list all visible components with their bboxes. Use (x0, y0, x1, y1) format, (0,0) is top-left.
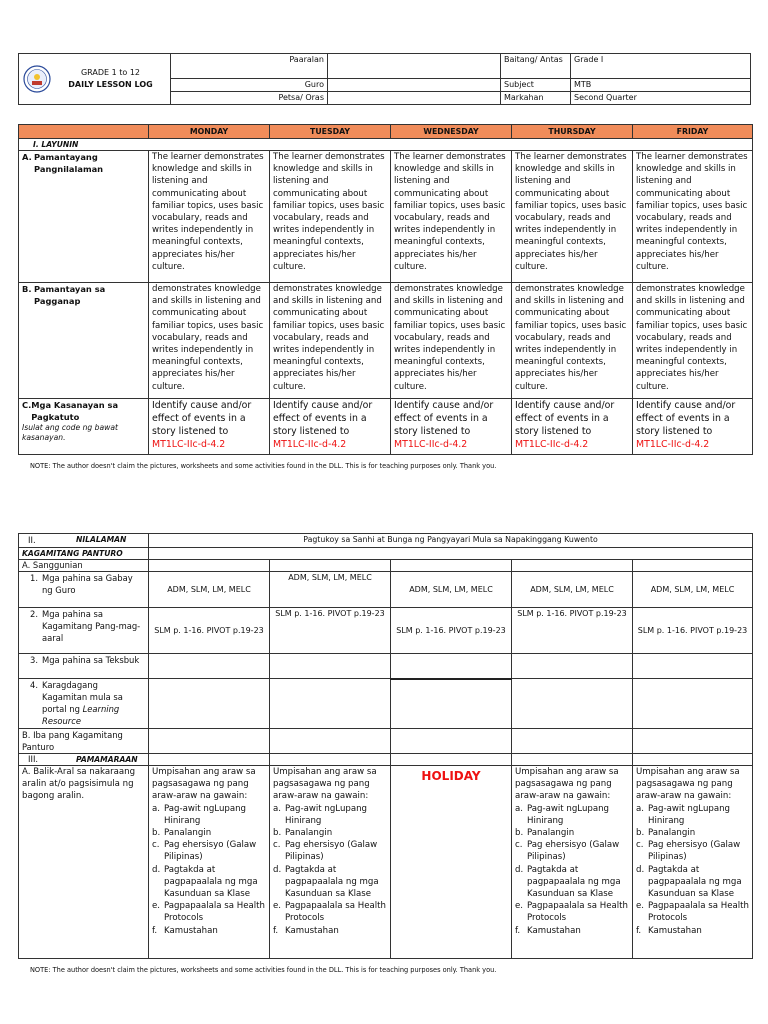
field-label-guro: Guro (171, 79, 328, 92)
row-label-karagdagang-kagamitan: 4. Karagdagang Kagamitan mula sa portal ng Learning Resource (19, 679, 149, 729)
table-row (19, 399, 753, 455)
field-label-subject: Subject (501, 79, 571, 92)
section-pamamaraan-label: III. PAMAMARAAN (19, 754, 149, 766)
cell-friday: Identify cause and/or effect of events in a story listened to MT1LC-IIc-d-4.2 (633, 399, 753, 455)
cell-thursday: Umpisahan ang araw sa pagsasagawa ng pang araw-araw na gawain: a. Pag-awit ngLupang Hinirang b. Panalangin c. Pag ehersisyo (Galaw Pilipinas) d. Pagtakda at pagpapaalala ng mga Kasunduan sa Klase e. Pagpapaalala sa Health Protocols f. Kamustahan (512, 766, 633, 959)
header-table (18, 53, 751, 105)
field-value-guro (328, 79, 501, 92)
field-value-subject: MTB (571, 79, 751, 92)
table-row (19, 654, 753, 679)
cell-wednesday: demonstrates knowledge and skills in listening and communicating about familiar topics, uses basic vocabulary, reads and writes independently in meaningful contexts, appreciates his/her culture. (391, 283, 512, 399)
competency-code: MT1LC-IIc-d-4.2 (636, 439, 710, 450)
table-row (19, 572, 753, 608)
table-row (19, 766, 753, 959)
cell-monday (149, 654, 270, 679)
disclaimer-note: NOTE: The author doesn't claim the pictures, worksheets and some activities found in the DLL. This is for teaching purposes only. Thank you. (30, 462, 497, 470)
cell-thursday: Identify cause and/or effect of events in a story listened to MT1LC-IIc-d-4.2 (512, 399, 633, 455)
field-value-baitang: Grade I (571, 54, 751, 79)
cell-monday: ADM, SLM, LM, MELC (149, 572, 270, 608)
section-layunin: I. LAYUNIN (19, 139, 753, 151)
cell-wednesday: SLM p. 1-16. PIVOT p.19-23 (391, 608, 512, 654)
field-value-paaralan (328, 54, 501, 79)
cell-monday: demonstrates knowledge and skills in listening and communicating about familiar topics, uses basic vocabulary, reads and writes independently in meaningful contexts, appreciates his/her culture. (149, 283, 270, 399)
competency-code: MT1LC-IIc-d-4.2 (394, 439, 468, 450)
cell-friday (633, 679, 753, 729)
school-title-log: DAILY LESSON LOG (68, 80, 153, 89)
kasanayan-note: Isulat ang code ng bawat kasanayan. (22, 423, 118, 442)
row-label-teksbuk: 3. Mga pahina sa Teksbuk (19, 654, 149, 679)
day-header-monday: MONDAY (149, 125, 270, 139)
row-label-gabay-guro: 1. Mga pahina sa Gabay ng Guro (19, 572, 149, 608)
kagamitang-panturo-label: KAGAMITANG PANTURO (19, 548, 149, 560)
cell-tuesday: ADM, SLM, LM, MELC (270, 572, 391, 608)
cell-monday: SLM p. 1-16. PIVOT p.19-23 (149, 608, 270, 654)
field-label-paaralan: Paaralan (171, 54, 328, 79)
competency-code: MT1LC-IIc-d-4.2 (152, 439, 226, 450)
cell-friday: Umpisahan ang araw sa pagsasagawa ng pang araw-araw na gawain: a. Pag-awit ngLupang Hinirang b. Panalangin c. Pag ehersisyo (Galaw Pilipinas) d. Pagtakda at pagpapaalala ng mga Kasunduan sa Klase e. Pagpapaalala sa Health Protocols f. Kamustahan (633, 766, 753, 959)
table-row (19, 608, 753, 654)
day-header-tuesday: TUESDAY (270, 125, 391, 139)
disclaimer-note: NOTE: The author doesn't claim the pictures, worksheets and some activities found in the DLL. This is for teaching purposes only. Thank you. (30, 966, 497, 974)
day-header-thursday: THURSDAY (512, 125, 633, 139)
cell-friday: SLM p. 1-16. PIVOT p.19-23 (633, 608, 753, 654)
field-label-petsa: Petsa/ Oras (171, 92, 328, 105)
table-row (19, 679, 753, 729)
sanggunian-label: A. Sanggunian (19, 560, 149, 572)
cell-friday (633, 654, 753, 679)
table-row (19, 729, 753, 754)
school-title-grade: GRADE 1 to 12 (80, 68, 141, 77)
cell-monday (149, 679, 270, 729)
header-logo-cell (19, 54, 171, 105)
cell-wednesday: ADM, SLM, LM, MELC (391, 572, 512, 608)
cell-monday: Identify cause and/or effect of events in a story listened to MT1LC-IIc-d-4.2 (149, 399, 270, 455)
cell-thursday: ADM, SLM, LM, MELC (512, 572, 633, 608)
cell-friday: ADM, SLM, LM, MELC (633, 572, 753, 608)
row-label-balik-aral: A. Balik-Aral sa nakaraang aralin at/o pagsisimula ng bagong aralin. (19, 766, 149, 959)
competency-code: MT1LC-IIc-d-4.2 (515, 439, 589, 450)
table-row (19, 283, 753, 399)
cell-tuesday: demonstrates knowledge and skills in listening and communicating about familiar topics, uses basic vocabulary, reads and writes independently in meaningful contexts, appreciates his/her culture. (270, 283, 391, 399)
cell-tuesday: The learner demonstrates knowledge and skills in listening and communicating about familiar topics, uses basic vocabulary, reads and writes independently in meaningful contexts, appreciates his/her culture. (270, 151, 391, 283)
cell-thursday (512, 654, 633, 679)
day-header-row (19, 125, 753, 139)
cell-monday: Umpisahan ang araw sa pagsasagawa ng pang araw-araw na gawain: a. Pag-awit ngLupang Hinirang b. Panalangin c. Pag ehersisyo (Galaw Pilipinas) d. Pagtakda at pagpapaalala ng mga Kasunduan sa Klase e. Pagpapaalala sa Health Protocols f. Kamustahan (149, 766, 270, 959)
cell-friday: The learner demonstrates knowledge and skills in listening and communicating about familiar topics, uses basic vocabulary, reads and writes independently in meaningful contexts, appreciates his/her culture. (633, 151, 753, 283)
field-label-baitang: Baitang/ Antas (501, 54, 571, 79)
row-label-kagamitang-pang-mag-aaral: 2. Mga pahina sa Kagamitang Pang-mag-aaral (19, 608, 149, 654)
cell-monday: The learner demonstrates knowledge and skills in listening and communicating about familiar topics, uses basic vocabulary, reads and writes independently in meaningful contexts, appreciates his/her culture. (149, 151, 270, 283)
table-row (19, 151, 753, 283)
cell-thursday: SLM p. 1-16. PIVOT p.19-23 (512, 608, 633, 654)
cell-wednesday: Identify cause and/or effect of events in a story listened to MT1LC-IIc-d-4.2 (391, 399, 512, 455)
cell-thursday (512, 679, 633, 729)
cell-tuesday: Identify cause and/or effect of events in a story listened to MT1LC-IIc-d-4.2 (270, 399, 391, 455)
day-header-wednesday: WEDNESDAY (391, 125, 512, 139)
cell-tuesday (270, 654, 391, 679)
holiday-label: HOLIDAY (421, 769, 481, 783)
cell-tuesday: Umpisahan ang araw sa pagsasagawa ng pang araw-araw na gawain: a. Pag-awit ngLupang Hinirang b. Panalangin c. Pag ehersisyo (Galaw Pilipinas) d. Pagtakda at pagpapaalala ng mga Kasunduan sa Klase e. Pagpapaalala sa Health Protocols f. Kamustahan (270, 766, 391, 959)
row-label-pamantayang-pangnilalaman: A. Pamantayang Pangnilalaman (19, 151, 149, 283)
cell-tuesday: SLM p. 1-16. PIVOT p.19-23 (270, 608, 391, 654)
day-header-friday: FRIDAY (633, 125, 753, 139)
cell-wednesday (391, 654, 512, 679)
row-label-pamantayan-sa-pagganap: B. Pamantayan sa Pagganap (19, 283, 149, 399)
deped-seal-icon (23, 65, 51, 93)
section-nilalaman-label: II. NILALAMAN (19, 534, 149, 548)
cell-thursday: demonstrates knowledge and skills in listening and communicating about familiar topics, uses basic vocabulary, reads and writes independently in meaningful contexts, appreciates his/her culture. (512, 283, 633, 399)
row-label-kasanayan: C. Mga Kasanayan sa Pagkatuto Isulat ang code ng bawat kasanayan. (19, 399, 149, 455)
nilalaman-content: Pagtukoy sa Sanhi at Bunga ng Pangyayari Mula sa Napakinggang Kuwento (149, 534, 753, 548)
row-label-iba-pang-kagamitan: B. Iba pang Kagamitang Panturo (19, 729, 149, 754)
cell-wednesday: The learner demonstrates knowledge and skills in listening and communicating about familiar topics, uses basic vocabulary, reads and writes independently in meaningful contexts, appreciates his/her culture. (391, 151, 512, 283)
nilalaman-table (18, 533, 753, 959)
cell-wednesday (391, 679, 512, 729)
cell-wednesday (391, 766, 512, 959)
field-value-petsa (328, 92, 501, 105)
cell-friday: demonstrates knowledge and skills in listening and communicating about familiar topics, uses basic vocabulary, reads and writes independently in meaningful contexts, appreciates his/her culture. (633, 283, 753, 399)
cell-tuesday (270, 679, 391, 729)
cell-thursday: The learner demonstrates knowledge and skills in listening and communicating about familiar topics, uses basic vocabulary, reads and writes independently in meaningful contexts, appreciates his/her culture. (512, 151, 633, 283)
competency-code: MT1LC-IIc-d-4.2 (273, 439, 347, 450)
field-value-markahan: Second Quarter (571, 92, 751, 105)
field-label-markahan: Markahan (501, 92, 571, 105)
layunin-table (18, 124, 753, 455)
